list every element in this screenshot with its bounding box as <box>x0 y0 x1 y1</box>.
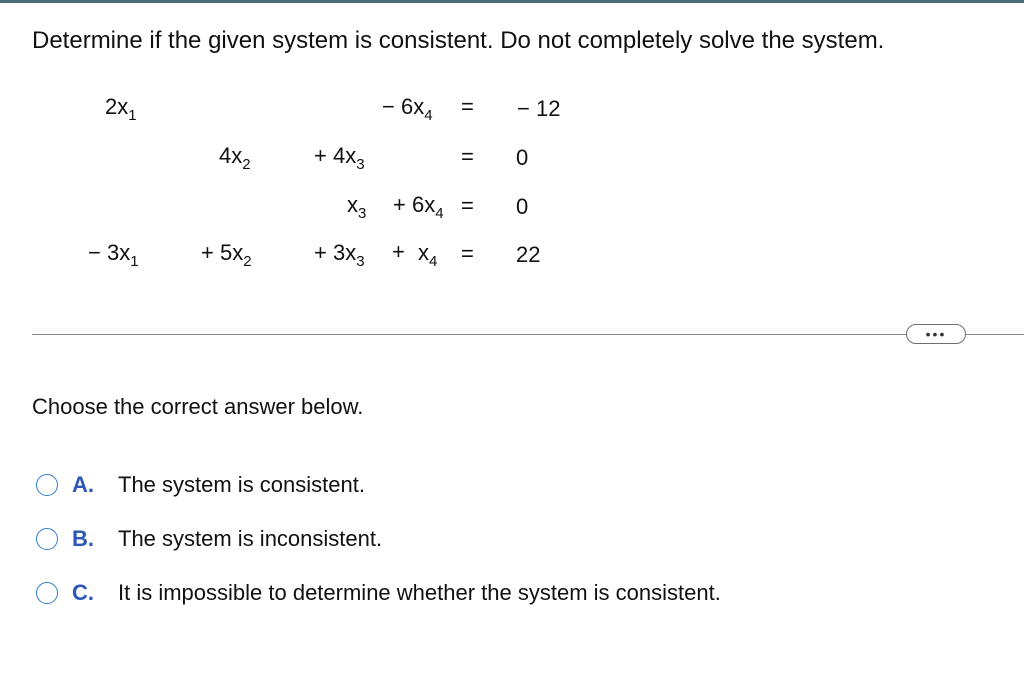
eq3-term-x3: $x_3$ <box>347 192 367 222</box>
eq4-rhs: 22 <box>516 242 541 267</box>
eq4-term-x4: $x_4$ <box>418 240 438 270</box>
option-c[interactable] <box>36 578 721 608</box>
question-text: Determine if the given system is consistent. Do not completely solve the system. <box>32 27 885 54</box>
eq4-term-x3: + $3x_3$ <box>314 240 365 270</box>
answer-prompt: Choose the correct answer below. <box>32 394 364 419</box>
equation-system <box>0 0 1024 300</box>
eq2-term-x3: + $4x_3$ <box>314 143 365 173</box>
eq2-equals: = <box>461 144 474 169</box>
section-divider <box>32 334 908 335</box>
eq1-term-x4: − $6x_4$ <box>382 94 433 124</box>
eq1-term-x1: $2x_1$ <box>105 94 137 124</box>
eq3-rhs: 0 <box>516 194 529 219</box>
option-a[interactable] <box>36 470 365 500</box>
option-b-letter: B. <box>72 526 94 551</box>
option-c-letter: C. <box>72 580 94 605</box>
radio-a[interactable] <box>36 474 58 496</box>
eq2-term-x2: $4x_2$ <box>219 143 251 173</box>
radio-c[interactable] <box>36 582 58 604</box>
eq1-rhs: − 12 <box>517 96 561 121</box>
option-b[interactable] <box>36 524 382 554</box>
section-divider-right <box>966 334 1024 335</box>
radio-b[interactable] <box>36 528 58 550</box>
eq3-equals: = <box>461 193 474 218</box>
eq2-rhs: 0 <box>516 145 529 170</box>
eq4-equals: = <box>461 241 474 266</box>
eq1-equals: = <box>461 94 474 119</box>
eq4-plus: + <box>392 239 405 264</box>
option-c-text: It is impossible to determine whether the system is consistent. <box>118 580 721 605</box>
eq4-term-x2: + $5x_2$ <box>201 240 252 270</box>
eq4-term-x1: − $3x_1$ <box>88 240 139 270</box>
option-a-text: The system is consistent. <box>118 472 365 497</box>
option-b-text: The system is inconsistent. <box>118 526 383 551</box>
eq3-term-x4: + $6x_4$ <box>393 192 444 222</box>
more-options-button[interactable]: ••• <box>906 324 966 344</box>
option-a-letter: A. <box>72 472 94 497</box>
